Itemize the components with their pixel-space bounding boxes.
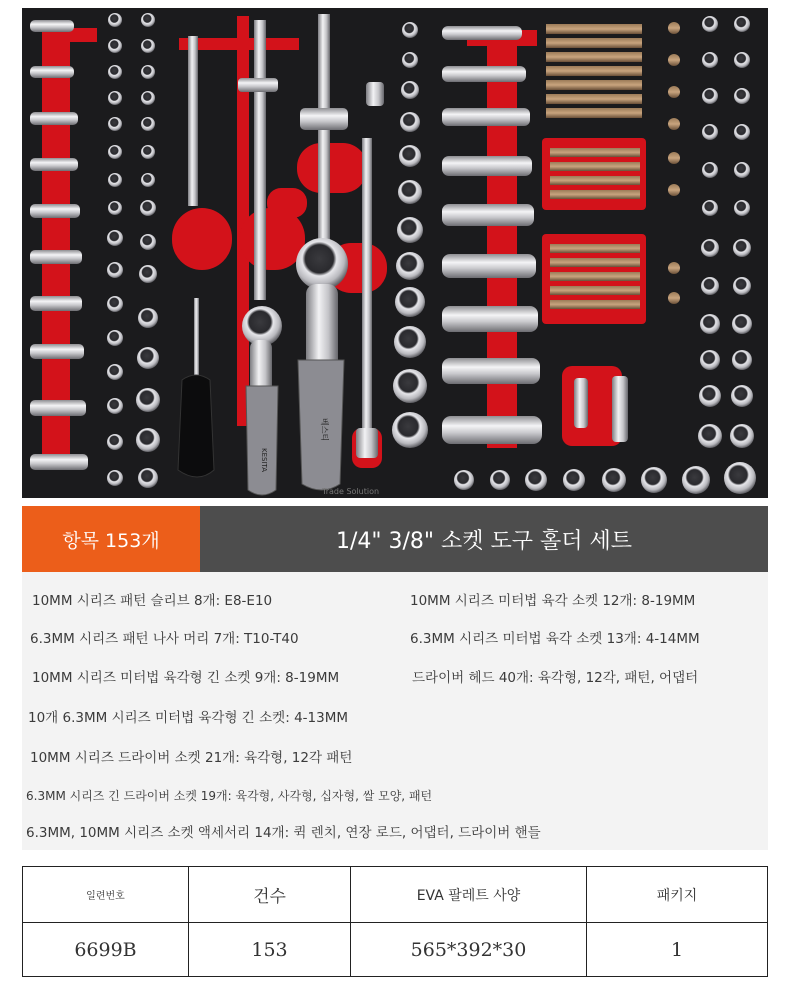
header-package: 패키지 [587,867,768,923]
spec-item: 6.3MM, 10MM 시리즈 소켓 액세서리 14개: 퀵 렌치, 연장 로드, 어댑터, 드라이버 핸들 [26,825,541,841]
header-serial: 일련번호 [23,867,189,923]
spec-item: 드라이버 헤드 40개: 육각형, 12각, 패턴, 어댑터 [412,670,699,686]
bit-sets [546,24,642,309]
bottom-row-sockets [454,462,756,494]
table-header-row [23,867,768,923]
handle-brand-text-2: 베스티 [320,418,329,442]
product-title: 1/4" 3/8" 소켓 도구 홀더 세트 [335,528,633,554]
small-sockets-left [107,13,160,488]
spec-item: 10개 6.3MM 시리즈 미터법 육각형 긴 소켓: 4-13MM [28,710,348,726]
ratchet-large [296,238,348,490]
cell-serial: 6699B [23,923,189,977]
ratchet-small [242,306,282,495]
spec-list [22,572,768,850]
cell-count: 153 [189,923,351,977]
spec-item: 10MM 시리즈 미터법 육각 소켓 12개: 8-19MM [410,593,696,609]
table-row [23,923,768,977]
spec-item: 10MM 시리즈 미터법 육각형 긴 소켓 9개: 8-19MM [32,670,340,686]
header-count: 건수 [189,867,351,923]
screwdriver [178,298,214,477]
spec-table [22,866,768,977]
tool-tray-illustration [22,8,768,498]
spec-item: 6.3MM 시리즈 패턴 나사 머리 7개: T10-T40 [30,631,299,647]
item-count-label: 항목 153개 [22,506,200,572]
title-banner [22,506,768,572]
header-pallet-spec: EVA 팔레트 사양 [351,867,587,923]
product-photo [22,8,768,498]
spec-item: 6.3MM 시리즈 긴 드라이버 소켓 19개: 육각형, 사각형, 십자형, 쌀 모양, 패턴 [26,789,433,803]
tray-brand-text: Trade Solution [322,487,380,496]
spec-item: 10MM 시리즈 패턴 슬리브 8개: E8-E10 [32,593,273,609]
spec-item: 10MM 시리즈 드라이버 소켓 21개: 육각형, 12각 패턴 [30,750,353,766]
sockets-middle [392,22,428,448]
cell-pallet-spec: 565*392*30 [351,923,587,977]
handle-brand-text: KESITA [260,448,268,473]
right-sockets [668,16,754,448]
spec-item: 6.3MM 시리즈 미터법 육각 소켓 13개: 4-14MM [410,631,700,647]
cell-package: 1 [587,923,768,977]
